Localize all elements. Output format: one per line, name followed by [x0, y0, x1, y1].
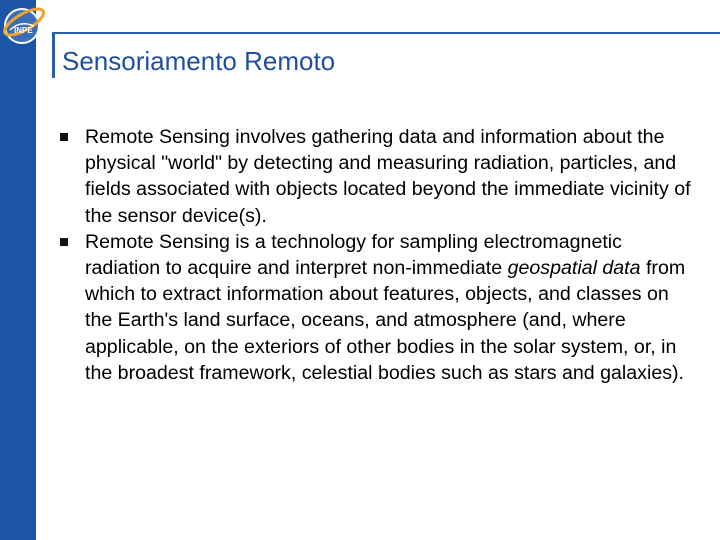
square-bullet-icon: [60, 133, 68, 141]
bullet-text-part: Remote Sensing is a technology for sampling electromagnetic radiation to acquire and interpret non-immediate: [85, 230, 622, 280]
left-accent-band: [0, 0, 36, 540]
bullet-text: [85, 229, 700, 386]
bullet-text-part: from which to extract information about features, objects, and classes on the Earth's land surface, oceans, and atmosphere (and, where applicable, on the exteriors of other bodies in the solar system, or, in the broadest framework, celestial bodies such as stars and galaxies).: [85, 257, 686, 384]
square-bullet-icon: [60, 238, 68, 246]
slide-title: Sensoriamento Remoto: [62, 46, 336, 76]
bullet-text: Remote Sensing involves gathering data and information about the physical "world" by detecting and measuring radiation, particles, and fields associated with objects located beyond the immediate vicinity of the sensor device(s).: [85, 126, 691, 227]
bullet-list: [60, 124, 700, 386]
inpe-logo: [0, 0, 52, 50]
bullet-item: [60, 124, 700, 229]
logo-text: INPE: [14, 26, 33, 35]
bullet-item: [60, 229, 700, 386]
bullet-italic-term: geospatial data: [507, 257, 641, 280]
